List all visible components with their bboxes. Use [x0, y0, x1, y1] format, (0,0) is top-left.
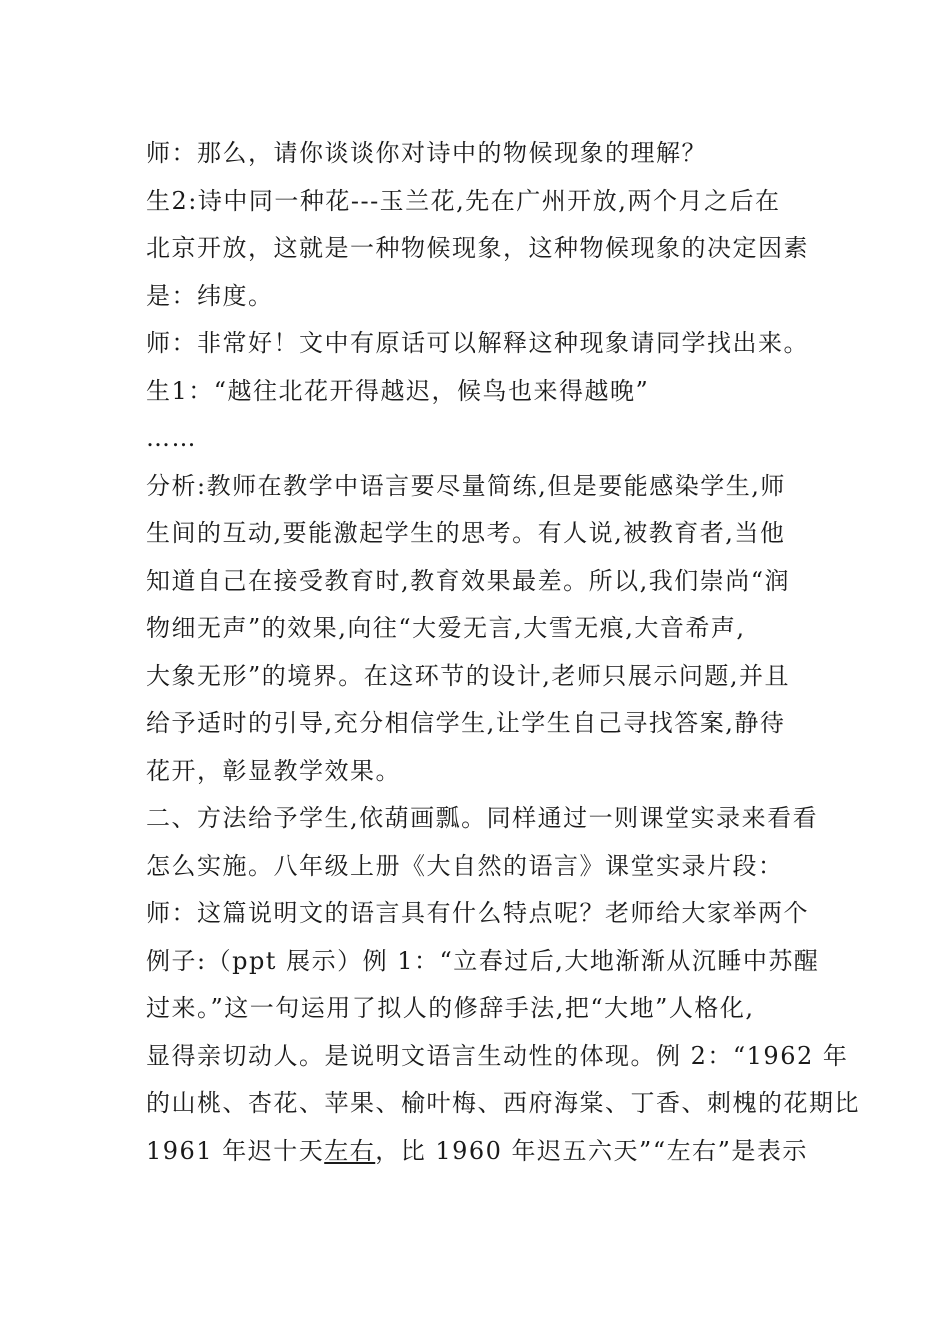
- text-segment: 1961 年迟十天: [146, 1136, 325, 1165]
- text-line: 生1：“越往北花开得越迟，候鸟也来得越晚”: [146, 376, 650, 405]
- text-line: 分析:教师在教学中语言要尽量简练,但是要能感染学生,师: [146, 471, 786, 500]
- text-line: 给予适时的引导,充分相信学生,让学生自己寻找答案,静待: [146, 709, 786, 737]
- text-line: 过来。”这一句运用了拟人的修辞手法,把“大地”人格化,: [146, 994, 755, 1022]
- text-line: 二、方法给予学生,依葫画瓢。同样通过一则课堂实录来看看: [146, 804, 819, 832]
- text-line: 师：这篇说明文的语言具有什么特点呢？老师给大家举两个: [146, 899, 809, 927]
- text-line-last: [146, 1128, 810, 1176]
- text-line: 例子:（ppt 展示）例 1：“立春过后,大地渐渐从沉睡中苏醒: [146, 946, 820, 975]
- underlined-term: 左右: [324, 1136, 376, 1165]
- text-line: 的山桃、杏花、苹果、榆叶梅、西府海棠、丁香、刺槐的花期比: [146, 1089, 860, 1117]
- text-line: 知道自己在接受教育时,教育效果最差。所以,我们崇尚“润: [146, 566, 791, 595]
- document-body: [146, 130, 860, 1175]
- text-line: 物细无声”的效果,向往“大爱无言,大雪无痕,大音希声,: [146, 614, 746, 642]
- text-line: 大象无形”的境界。在这环节的设计,老师只展示问题,并且: [146, 661, 791, 690]
- text-line: 怎么实施。八年级上册《大自然的语言》课堂实录片段：: [146, 851, 784, 880]
- text-line: 生2:诗中同一种花---玉兰花,先在广州开放,两个月之后在: [146, 186, 781, 215]
- text-line: 生间的互动,要能激起学生的思考。有人说,被教育者,当他: [146, 519, 786, 547]
- ellipsis-line: ……: [146, 424, 197, 452]
- text-line: 花开，彰显教学效果。: [146, 756, 401, 785]
- text-line: 是：纬度。: [146, 281, 274, 310]
- text-line: 显得亲切动人。是说明文语言生动性的体现。例 2：“1962 年: [146, 1041, 849, 1070]
- text-line: 师：那么，请你谈谈你对诗中的物候现象的理解？: [146, 139, 707, 167]
- text-segment: ，比 1960 年迟五六天”“左右”是表示: [375, 1136, 808, 1165]
- text-line: 北京开放，这就是一种物候现象，这种物候现象的决定因素: [146, 234, 809, 262]
- text-line: 师：非常好！文中有原话可以解释这种现象请同学找出来。: [146, 329, 809, 357]
